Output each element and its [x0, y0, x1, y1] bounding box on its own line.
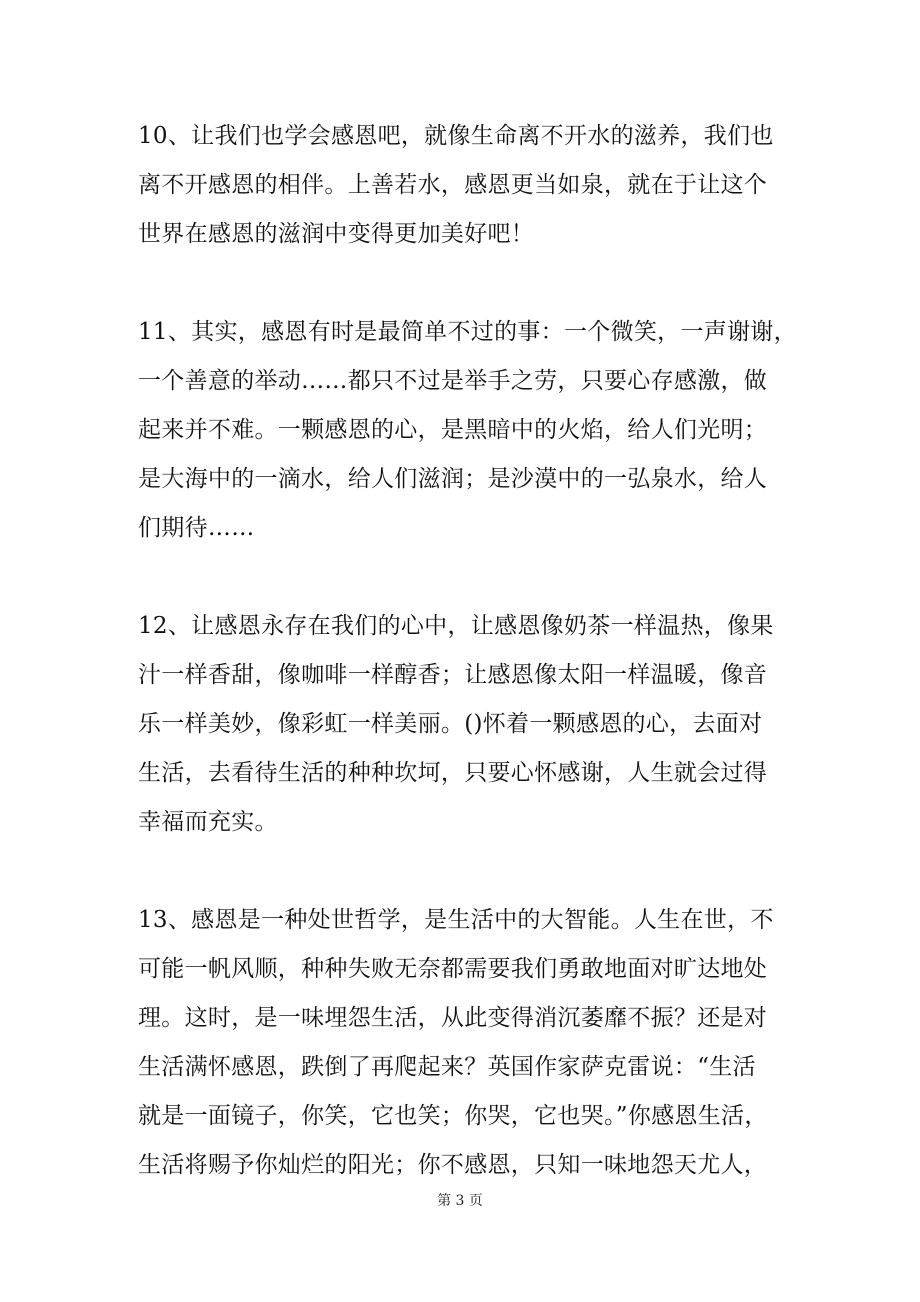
paragraph-line: 12、让感恩永存在我们的心中，让感恩像奶茶一样温热，像果: [138, 613, 774, 639]
paragraph-10: [138, 112, 788, 259]
paragraph-line: 生活，去看待生活的种种坎坷，只要心怀感谢，人生就会过得: [138, 760, 768, 786]
paragraph-line: 就是一面镜子，你笑，它也笑；你哭，它也哭。”你感恩生活，: [138, 1103, 768, 1129]
paragraph-12: [138, 602, 788, 847]
document-body: [138, 112, 797, 1239]
paragraph-line: 可能一帆风顺，种种失败无奈都需要我们勇敢地面对旷达地处: [138, 956, 768, 982]
paragraph-line: 理。这时，是一味埋怨生活，从此变得消沉萎靡不振？还是对: [138, 1005, 768, 1031]
paragraph-line: 生活将赐予你灿烂的阳光；你不感恩，只知一味地怨天尤人，: [138, 1152, 768, 1178]
paragraph-line: 11、其实，感恩有时是最简单不过的事：一个微笑，一声谢谢，: [138, 319, 797, 345]
paragraph-line: 世界在感恩的滋润中变得更加美好吧！: [138, 221, 535, 247]
paragraph-line: 生活满怀感恩，跌倒了再爬起来？英国作家萨克雷说：“生活: [138, 1054, 756, 1080]
paragraph-line: 汁一样香甜，像咖啡一样醇香；让感恩像太阳一样温暖，像音: [138, 662, 768, 688]
page-number-footer: 第 3 页: [437, 1193, 483, 1209]
paragraph-line: 离不开感恩的相伴。上善若水，感恩更当如泉，就在于让这个: [138, 172, 768, 198]
paragraph-line: 幸福而充实。: [138, 809, 278, 835]
paragraph-line: 们期待……: [138, 515, 255, 541]
paragraph-line: 起来并不难。一颗感恩的心，是黑暗中的火焰，给人们光明；: [138, 417, 768, 443]
paragraph-11: [138, 308, 797, 553]
paragraph-line: 一个善意的举动……都只不过是举手之劳，只要心存感激，做: [138, 368, 768, 394]
paragraph-line: 10、让我们也学会感恩吧，就像生命离不开水的滋养，我们也: [138, 123, 774, 149]
paragraph-line: 13、感恩是一种处世哲学，是生活中的大智能。人生在世，不: [138, 907, 774, 933]
paragraph-13: [138, 896, 788, 1190]
paragraph-line: 是大海中的一滴水，给人们滋润；是沙漠中的一弘泉水，给人: [138, 466, 768, 492]
paragraph-line: 乐一样美妙，像彩虹一样美丽。()怀着一颗感恩的心，去面对: [138, 711, 763, 737]
